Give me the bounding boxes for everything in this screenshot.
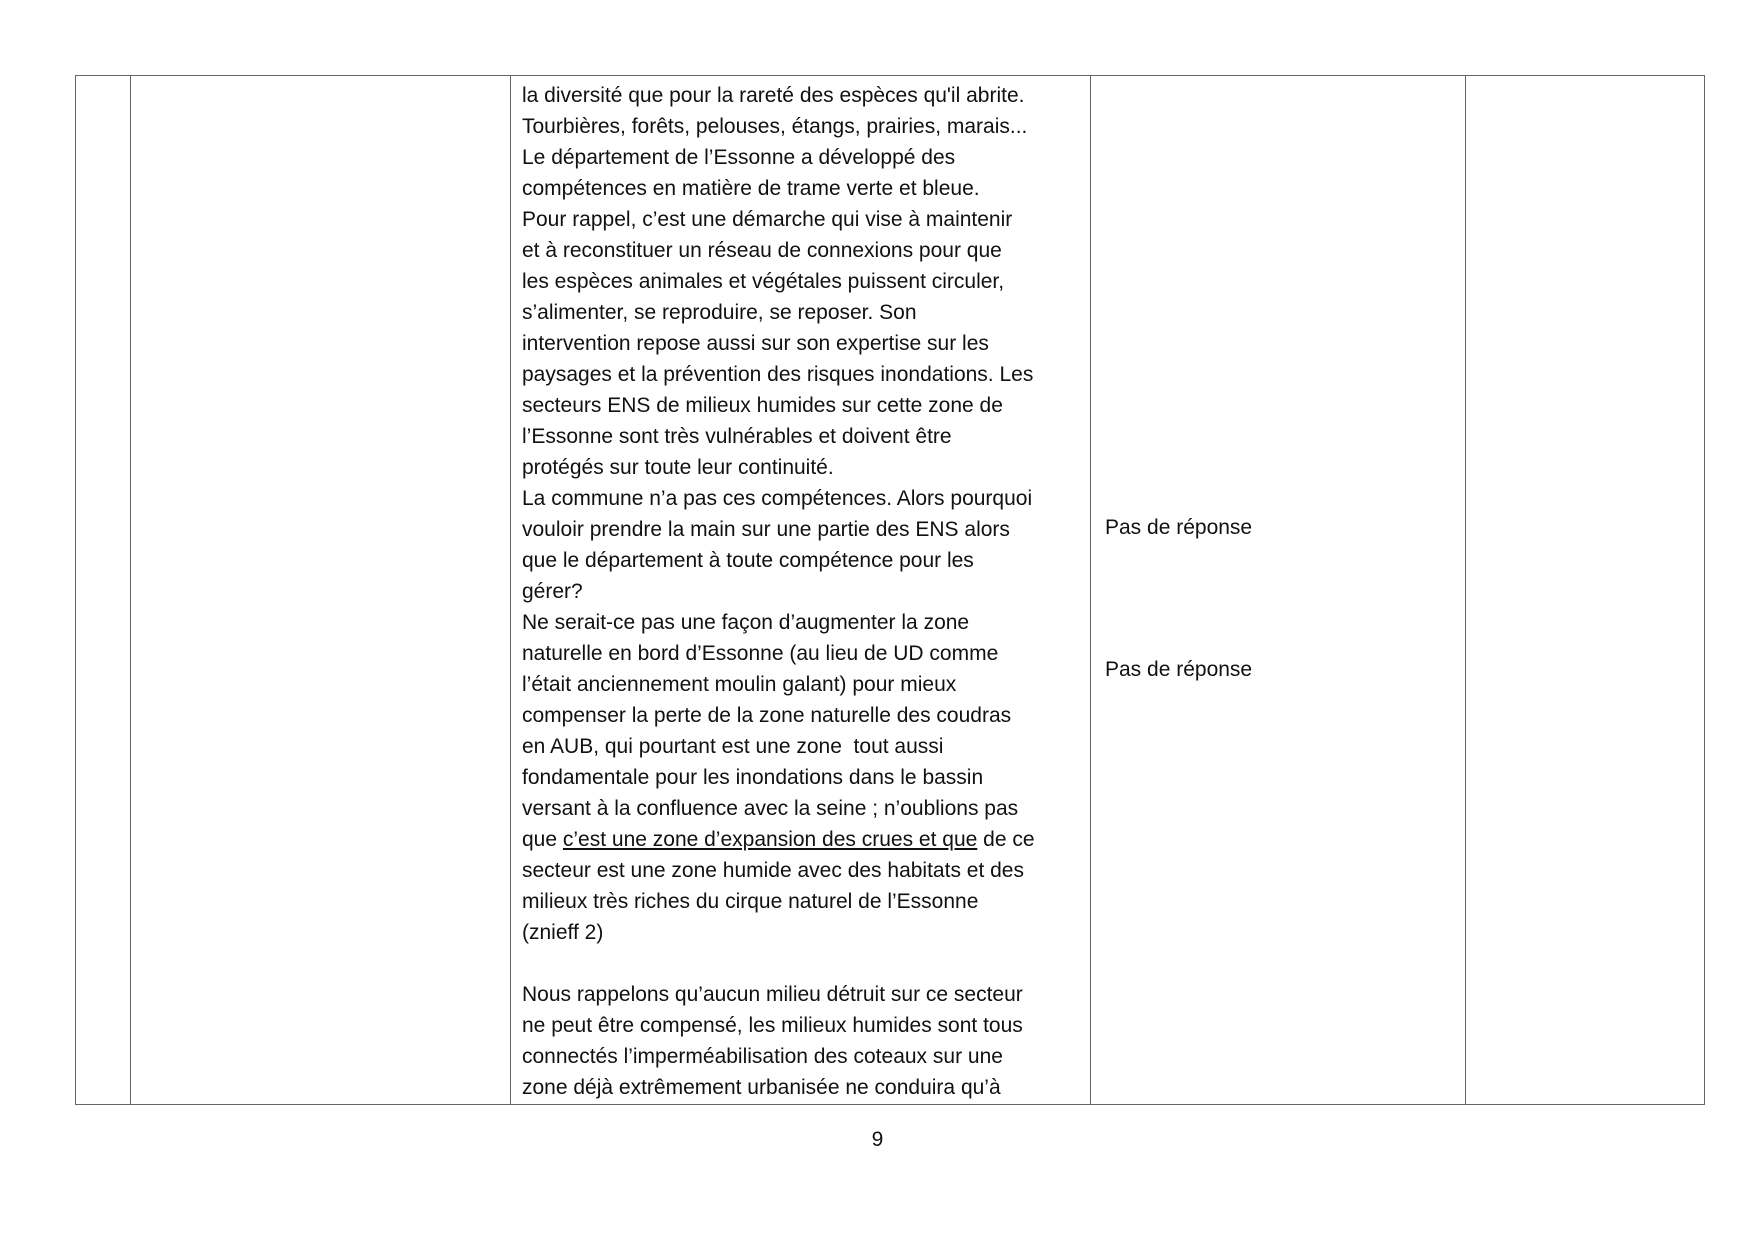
text-line: naturelle en bord d’Essonne (au lieu de UD comme [522,642,999,665]
text-line: milieux très riches du cirque naturel de l’Essonne [522,890,979,913]
text-segment: que [522,828,563,851]
observation-cell [511,76,1091,1104]
text-line: vouloir prendre la main sur une partie des ENS alors [522,518,1010,541]
text-line: l’Essonne sont très vulnérables et doivent être [522,425,952,448]
text-line [522,824,1082,855]
text-line: l’était anciennement moulin galant) pour mieux [522,673,957,696]
text-line: en AUB, qui pourtant est une zone tout aussi [522,735,944,758]
text-line: compenser la perte de la zone naturelle des coudras [522,704,1012,727]
text-line: protégés sur toute leur continuité. [522,456,834,479]
text-line: zone déjà extrêmement urbanisée ne conduira qu’à [522,1076,1001,1099]
response-label: Pas de réponse [1105,658,1253,681]
text-line: Tourbières, forêts, pelouses, étangs, prairies, marais... [522,115,1028,138]
text-line: et à reconstituer un réseau de connexions pour que [522,239,1002,262]
text-line [522,948,1082,979]
text-line: s’alimenter, se reproduire, se reposer. Son [522,301,917,324]
text-line: paysages et la prévention des risques inondations. Les [522,363,1034,386]
text-line: secteur est une zone humide avec des habitats et des [522,859,1024,882]
text-line: gérer? [522,580,583,603]
text-line: intervention repose aussi sur son expertise sur les [522,332,989,355]
text-line: compétences en matière de trame verte et bleue. [522,177,980,200]
underlined-text-segment: c’est une zone d’expansion des crues et que [562,828,978,851]
text-line: Ne serait-ce pas une façon d’augmenter la zone [522,611,970,634]
text-line: La commune n’a pas ces compétences. Alors pourquoi [522,487,1033,510]
table-cell-author [131,76,511,1104]
table-cell-trailing [1466,76,1706,1104]
text-line: Nous rappelons qu’aucun milieu détruit sur ce secteur [522,983,1023,1006]
text-line: la diversité que pour la rareté des espèces qu'il abrite. [522,84,1025,107]
text-segment: de ce [977,828,1035,851]
text-line: (znieff 2) [522,921,604,944]
text-line: versant à la confluence avec la seine ; n’oublions pas [522,797,1019,820]
text-line: les espèces animales et végétales puissent circuler, [522,270,1005,293]
response-label: Pas de réponse [1105,516,1253,539]
text-line: secteurs ENS de milieux humides sur cette zone de [522,394,1003,417]
text-line: fondamentale pour les inondations dans le bassin [522,766,984,789]
text-line: Pour rappel, c’est une démarche qui vise à maintenir [522,208,1013,231]
response-cell [1091,76,1466,1104]
table-cell-number [76,76,131,1104]
page-number: 9 [871,1128,884,1151]
comments-table [75,75,1705,1105]
text-line: que le département à toute compétence pour les [522,549,974,572]
text-line: Le département de l’Essonne a développé des [522,146,956,169]
text-line: ne peut être compensé, les milieux humides sont tous [522,1014,1023,1037]
text-line: connectés l’imperméabilisation des coteaux sur une [522,1045,1003,1068]
